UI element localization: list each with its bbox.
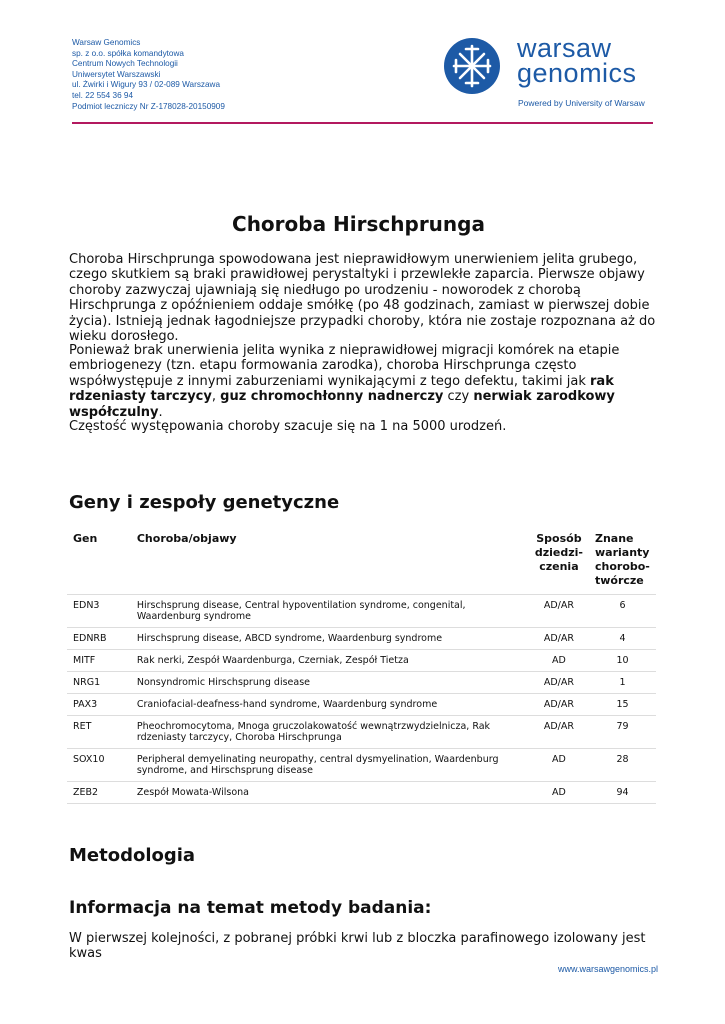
column-header-gene: Gen <box>73 532 98 545</box>
disease-cell: Nonsyndromic Hirschsprung disease <box>131 672 529 694</box>
variants-cell: 15 <box>589 694 656 716</box>
inheritance-cell: AD <box>529 650 589 672</box>
address-line: tel. 22 554 36 94 <box>72 90 134 100</box>
table-row <box>67 694 656 716</box>
table-row <box>67 749 656 782</box>
genes-heading: Geny i zespoły genetyczne <box>69 492 340 513</box>
intro-paragraph-2 <box>69 343 659 420</box>
highlight-condition: rak rdzeniasty tarczycy <box>69 373 614 405</box>
disease-cell: Hirschsprung disease, Central hypoventilation syndrome, congenital, Waardenburg syndrome <box>131 595 529 628</box>
gene-cell: ZEB2 <box>67 782 131 804</box>
inheritance-cell: AD/AR <box>529 694 589 716</box>
table-row <box>67 628 656 650</box>
p2-separator: , <box>211 389 221 405</box>
address-line: ul. Żwirki i Wigury 93 / 02-089 Warszawa <box>72 80 221 90</box>
logo-line2: genomics <box>517 58 637 88</box>
table-row <box>67 672 656 694</box>
gene-cell: EDN3 <box>67 595 131 628</box>
logo-line1: warsaw <box>517 33 612 63</box>
address-line: Centrum Nowych Technologii <box>72 59 178 69</box>
p2-end: . <box>158 404 163 420</box>
table-row <box>67 650 656 672</box>
inheritance-cell: AD <box>529 749 589 782</box>
table-row <box>67 595 656 628</box>
p2-text: Ponieważ brak unerwienia jelita wynika z nieprawidłowej migracji komórek na etapie embriogenezy (tzn. etapu formowania zarodka), choroba Hirschprunga często współwystępuje z innymi zaburzeniami wynikającymi z tego defektu, takimi jak <box>69 343 620 389</box>
footer-website-link[interactable]: www.warsawgenomics.pl <box>558 964 659 974</box>
gene-cell: EDNRB <box>67 628 131 650</box>
company-address <box>72 38 225 112</box>
variants-cell: 79 <box>589 716 656 749</box>
inheritance-cell: AD/AR <box>529 628 589 650</box>
table-header-row <box>67 526 656 595</box>
logo-wordmark <box>517 33 637 88</box>
method-info-heading: Informacja na temat metody badania: <box>69 898 432 918</box>
disease-cell: Hirschsprung disease, ABCD syndrome, Waardenburg syndrome <box>131 628 529 650</box>
methodology-heading: Metodologia <box>69 845 196 866</box>
disease-cell: Rak nerki, Zespół Waardenburga, Czerniak, Zespół Tietza <box>131 650 529 672</box>
inheritance-cell: AD <box>529 782 589 804</box>
address-line: Podmiot leczniczy Nr Z-178028-20150909 <box>72 101 225 111</box>
column-header-disease: Choroba/objawy <box>136 532 237 545</box>
methodology-paragraph: W pierwszej kolejności, z pobranej próbki krwi lub z bloczka parafinowego izolowany jest kwas <box>69 931 646 962</box>
logo-tagline: Powered by University of Warsaw <box>518 98 645 108</box>
disease-cell: Zespół Mowata-Wilsona <box>131 782 529 804</box>
inheritance-cell: AD/AR <box>529 672 589 694</box>
variants-cell: 6 <box>589 595 656 628</box>
logo-emblem-icon <box>442 36 502 96</box>
variants-cell: 4 <box>589 628 656 650</box>
variants-cell: 28 <box>589 749 656 782</box>
inheritance-cell: AD/AR <box>529 595 589 628</box>
variants-cell: 10 <box>589 650 656 672</box>
gene-cell: PAX3 <box>67 694 131 716</box>
header-divider <box>72 122 653 124</box>
page-title: Choroba Hirschprunga <box>232 212 485 236</box>
p2-separator: czy <box>443 389 474 405</box>
intro-paragraph-3: Częstość występowania choroby szacuje się na 1 na 5000 urodzeń. <box>69 419 507 434</box>
intro-paragraph-1: Choroba Hirschprunga spowodowana jest nieprawidłowym unerwieniem jelita grubego, czego skutkiem są braki prawidłowej perystaltyki i przewlekłe zaparcia. Pierwsze objawy choroby zazwyczaj ujawniają się niedługo po urodzeniu - noworodek z chorobą Hirschprunga z opóźnieniem oddaje smółkę (po 48 godzinach, zamiast w pierwszej dobie życia). Istnieją jednak łagodniejsze przypadki choroby, która nie zostaje rozpoznana aż do wieku dorosłego. <box>69 252 656 345</box>
inheritance-cell: AD/AR <box>529 716 589 749</box>
disease-cell: Craniofacial-deafness-hand syndrome, Waardenburg syndrome <box>131 694 529 716</box>
highlight-condition: guz chromochłonny nadnerczy <box>220 389 444 405</box>
variants-cell: 1 <box>589 672 656 694</box>
disease-cell: Peripheral demyelinating neuropathy, central dysmyelination, Waardenburg syndrome, and Hirschsprung disease <box>131 749 529 782</box>
genes-table <box>67 526 656 804</box>
gene-cell: SOX10 <box>67 749 131 782</box>
disease-cell: Pheochromocytoma, Mnoga gruczolakowatość wewnątrzwydzielnicza, Rak rdzeniasty tarczycy, Choroba Hirschprunga <box>131 716 529 749</box>
address-line: Warsaw Genomics <box>72 38 141 47</box>
table-row <box>67 716 656 749</box>
column-header-inheritance: Sposób dziedzi- czenia <box>534 532 583 573</box>
warsaw-genomics-logo <box>442 33 662 114</box>
variants-cell: 94 <box>589 782 656 804</box>
gene-cell: RET <box>67 716 131 749</box>
gene-cell: MITF <box>67 650 131 672</box>
gene-cell: NRG1 <box>67 672 131 694</box>
table-row <box>67 782 656 804</box>
address-line: Uniwersytet Warszawski <box>72 69 161 79</box>
highlight-condition: nerwiak zarodkowy współczulny <box>69 389 615 420</box>
address-line: sp. z o.o. spółka komandytowa <box>72 48 184 58</box>
column-header-variants: Znane warianty chorobo- twórcze <box>594 532 650 587</box>
